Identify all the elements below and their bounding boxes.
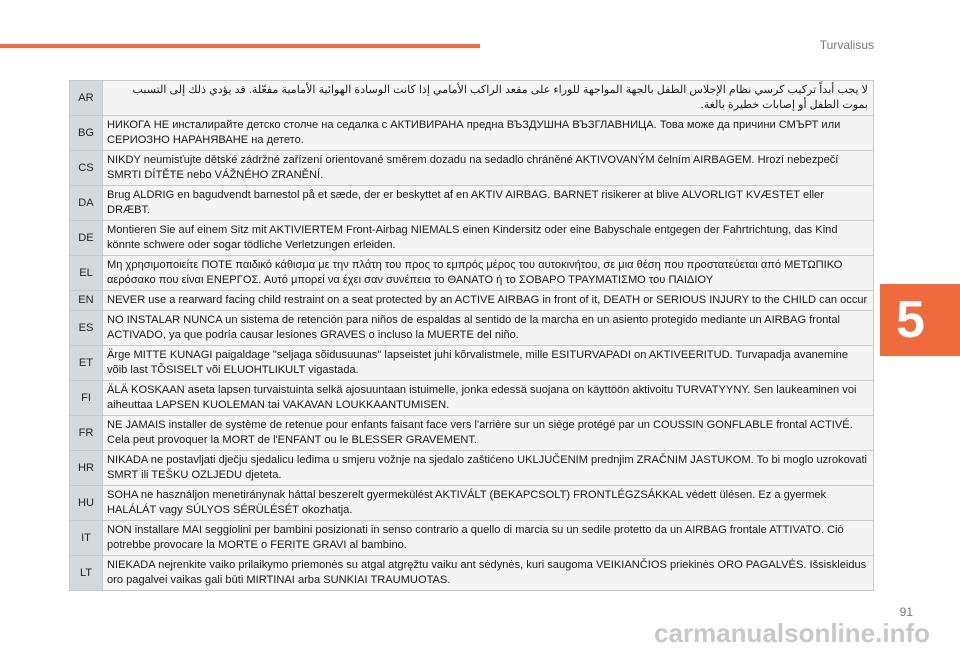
language-code: EL xyxy=(70,256,103,291)
warning-text: NE JAMAIS installer de système de retenue pour enfants faisant face vers l'arrière sur un siège protégé par un COUSSIN GONFLABLE frontal ACTIVÉ. Cela peut provoquer la MORT de l'ENFANT ou le BLESSER GRAVEMENT. xyxy=(103,416,874,451)
chapter-tab xyxy=(880,284,960,356)
table-row xyxy=(70,81,874,116)
warning-text: ÄLÄ KOSKAAN aseta lapsen turvaistuinta selkä ajosuuntaan istuimelle, jonka edessä suojana on käyttöön aktivoitu TURVATYYNY. Sen laukeaminen voi aiheuttaa LAPSEN KUOLEMAN tai VAKAVAN LOUKKAANTUMISEN. xyxy=(103,381,874,416)
warning-text: NIEKADA nejrenkite vaiko prilaikymo priemonės su atgal atgręžtu vaiku ant sėdynės, kuri saugoma VEIKIANČIOS priekinės ORO PAGALVĖS. Išsiskleidus oro pagalvei vaikas gali būti MIRTINAI arba SUNKIAI TRAUMUOTAS. xyxy=(103,556,874,591)
warning-text: NIKDY neumisťujte dětské zádržné zařízení orientované směrem dozadu na sedadlo chráněné AKTIVOVANÝM čelním AIRBAGEM. Hrozí nebezpečí SMRTI DÍTĚTE nebo VÁŽNÉHO ZRANĚNÍ. xyxy=(103,151,874,186)
language-code: BG xyxy=(70,116,103,151)
table-row xyxy=(70,556,874,591)
table-row xyxy=(70,116,874,151)
table-row xyxy=(70,186,874,221)
table-row xyxy=(70,346,874,381)
warning-text: NO INSTALAR NUNCA un sistema de retención para niños de espaldas al sentido de la marcha en un asiento protegido mediante un AIRBAG frontal ACTIVADO, ya que podría causar lesiones GRAVES o incluso la MUERTE del niño. xyxy=(103,311,874,346)
warning-text: Ärge MITTE KUNAGI paigaldage "seljaga sõidusuunas" lapseistet juhi kõrvalistmele, mille ESITURVAPADI on AKTIVEERITUD. Turvapadja avanemine võib last TÕSISELT või ELUOHTLIKULT vigastada. xyxy=(103,346,874,381)
table-row xyxy=(70,256,874,291)
page-number: 91 xyxy=(899,605,913,619)
language-code: DE xyxy=(70,221,103,256)
airbag-warning-table xyxy=(69,80,874,591)
warning-text: Brug ALDRIG en bagudvendt barnestol på et sæde, der er beskyttet af en AKTIV AIRBAG. BARNET risikerer at blive ALVORLIGT KVÆSTET eller DRÆBT. xyxy=(103,186,874,221)
section-title: Turvalisus xyxy=(819,38,874,52)
language-code: HU xyxy=(70,486,103,521)
language-code: FR xyxy=(70,416,103,451)
table-row xyxy=(70,451,874,486)
language-code: EN xyxy=(70,291,103,311)
warning-text: Μη χρησιμοποιείτε ΠΟΤΕ παιδικό κάθισμα με την πλάτη του προς το εμπρός μέρος του αυτοκινήτου, σε μια θέση που προστατεύεται από ΜΕΤΩΠΙΚΟ αερόσακο που είναι ΕΝΕΡΓΟΣ. Αυτό μπορεί να έχει σαν συνέπεια το ΘΑΝΑΤΟ ή το ΣΟΒΑΡΟ ΤΡΑΥΜΑΤΙΣΜΟ του ΠΑΙΔΙΟΥ xyxy=(103,256,874,291)
warning-text: НИКОГА НЕ инсталирайте детско столче на седалка с АКТИВИРАНА предна ВЪЗДУШНА ВЪЗГЛАВНИЦА. Това може да причини СМЪРТ или СЕРИОЗНО НАРАНЯВАНЕ на детето. xyxy=(103,116,874,151)
table-row xyxy=(70,416,874,451)
table-row xyxy=(70,291,874,311)
table-row xyxy=(70,311,874,346)
warning-text: NON installare MAI seggiolini per bambini posizionati in senso contrario a quello di marcia su un sedile protetto da un AIRBAG frontale ATTIVATO. Ciò potrebbe provocare la MORTE o FERITE GRAVI al bambino. xyxy=(103,521,874,556)
header-accent-bar xyxy=(0,44,480,48)
table-row xyxy=(70,521,874,556)
language-code: CS xyxy=(70,151,103,186)
language-code: DA xyxy=(70,186,103,221)
watermark: carmanualsonline.info xyxy=(654,618,930,648)
language-code: HR xyxy=(70,451,103,486)
language-code: ET xyxy=(70,346,103,381)
table-row xyxy=(70,151,874,186)
warning-text: NIKADA ne postavljati dječju sjedalicu leđima u smjeru vožnje na sjedalo zaštićeno UKLJUČENIM prednjim ZRAČNIM JASTUKOM. To bi moglo uzrokovati SMRT ili TEŠKU OZLJEDU djeteta. xyxy=(103,451,874,486)
table-row xyxy=(70,221,874,256)
warning-text: لا يجب أبداً تركيب كرسي نظام الإجلاس الطفل بالجهة المواجهة للوراء على مقعد الراكب الأمامي إذا كانت الوسادة الهوائية الأمامية مفعّلة. قد يؤدي ذلك إلى التسبب بموت الطفل أو إصابات خطيرة بالغة. xyxy=(103,81,874,116)
table-row xyxy=(70,486,874,521)
warning-text: Montieren Sie auf einem Sitz mit AKTIVIERTEM Front-Airbag NIEMALS einen Kindersitz oder eine Babyschale entgegen der Fahrtrichtung, das Kind könnte schwere oder sogar tödliche Verletzungen erleiden. xyxy=(103,221,874,256)
language-code: FI xyxy=(70,381,103,416)
warning-text: SOHA ne használjon menetiránynak háttal beszerelt gyermekülést AKTIVÁLT (BEKAPCSOLT) FRONTLÉGZSÁKKAL védett ülésen. Ez a gyermek HALÁLÁT vagy SÚLYOS SÉRÜLÉSÉT okozhatja. xyxy=(103,486,874,521)
table-row xyxy=(70,381,874,416)
warning-text: NEVER use a rearward facing child restraint on a seat protected by an ACTIVE AIRBAG in front of it, DEATH or SERIOUS INJURY to the CHILD can occur xyxy=(103,291,874,311)
chapter-number: 5 xyxy=(896,291,925,349)
language-code: ES xyxy=(70,311,103,346)
language-code: AR xyxy=(70,81,103,116)
language-code: IT xyxy=(70,521,103,556)
language-code: LT xyxy=(70,556,103,591)
